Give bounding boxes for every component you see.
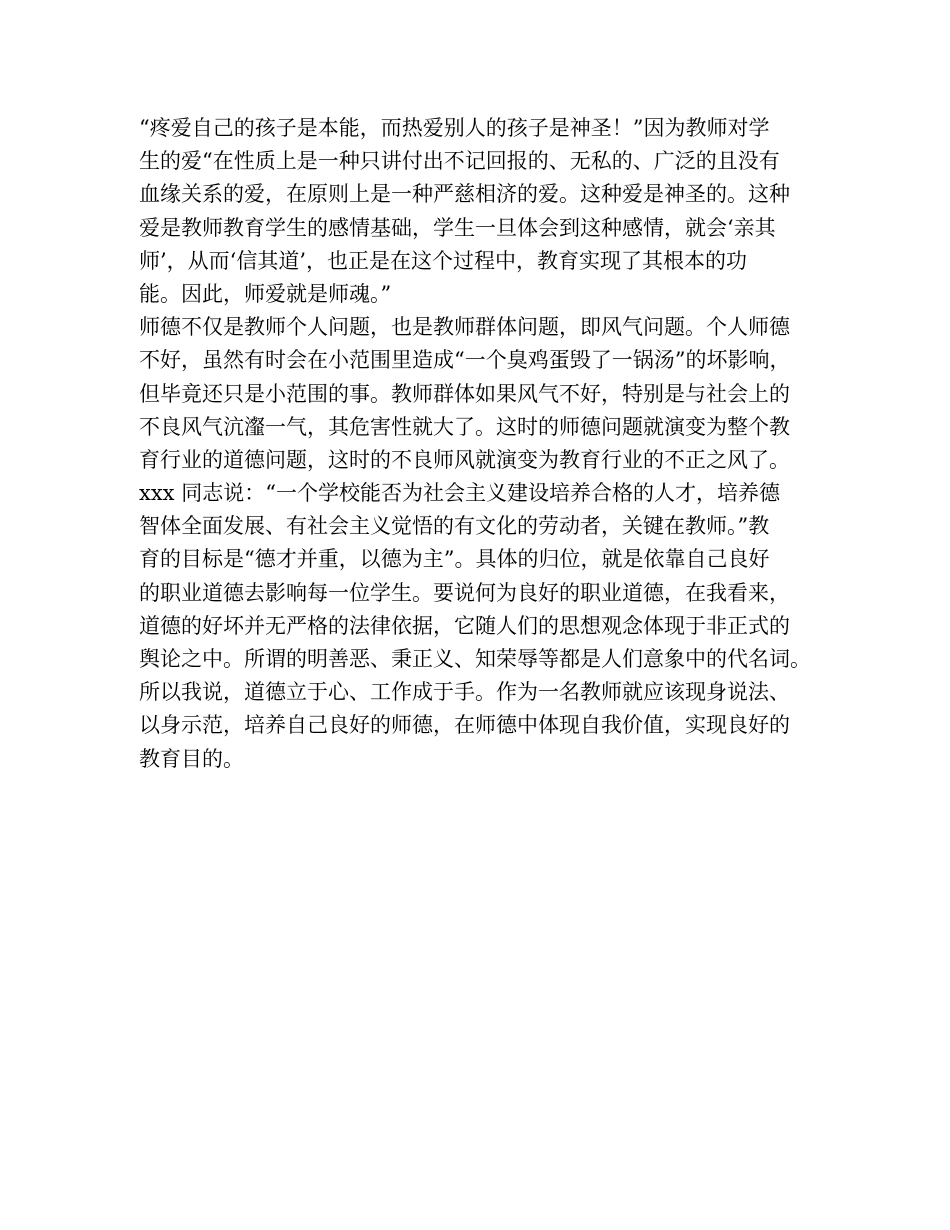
text-line: 能。因此，师爱就是师魂。”	[139, 281, 392, 306]
text-line: 血缘关系的爱，在原则上是一种严慈相济的爱。这种爱是神圣的。这种	[139, 182, 790, 207]
text-line: 生的爱“在性质上是一种只讲付出不记回报的、无私的、广泛的且没有	[139, 149, 780, 174]
text-line: 育行业的道德问题，这时的不良师风就演变为教育行业的不正之风了。	[139, 447, 790, 472]
text-line: 舆论之中。所谓的明善恶、秉正义、知荣辱等都是人们意象中的代名词。	[139, 647, 811, 671]
paragraph-education-goal	[139, 477, 839, 776]
text-line: 以身示范，培养自己良好的师德，在师德中体现自我价值，实现良好的	[139, 713, 790, 738]
text-line: 不好，虽然有时会在小范围里造成“一个臭鸡蛋毁了一锅汤”的坏影响，	[139, 348, 791, 373]
text-line: 不良风气沆瀣一气，其危害性就大了。这时的师德问题就演变为整个教	[139, 414, 790, 439]
text-line: 智体全面发展、有社会主义觉悟的有文化的劳动者，关键在教师。”教	[139, 514, 770, 539]
text-line: xxx 同志说：“一个学校能否为社会主义建设培养合格的人才，培养德	[139, 481, 780, 506]
text-line: 所以我说，道德立于心、工作成于手。作为一名教师就应该现身说法、	[139, 680, 790, 705]
text-line: 的职业道德去影响每一位学生。要说何为良好的职业道德，在我看来，	[139, 580, 790, 605]
text-line: “疼爱自己的孩子是本能，而热爱别人的孩子是神圣！”因为教师对学	[139, 116, 770, 140]
text-line: 道德的好坏并无严格的法律依据，它随人们的思想观念体现于非正式的	[139, 613, 790, 638]
paragraph-teacher-ethics-group	[139, 311, 839, 477]
document-body	[139, 112, 839, 776]
text-line: 但毕竟还只是小范围的事。教师群体如果风气不好，特别是与社会上的	[139, 381, 790, 406]
text-line: 育的目标是“德才并重，以德为主”。具体的归位，就是依靠自己良好	[139, 547, 770, 572]
text-line: 教育目的。	[139, 746, 244, 771]
text-line: 师德不仅是教师个人问题，也是教师群体问题，即风气问题。个人师德	[139, 315, 790, 340]
text-line: 爱是教师教育学生的感情基础，学生一旦体会到这种感情，就会‘亲其	[139, 215, 776, 240]
text-line: 师’，从而‘信其道’，也正是在这个过程中，教育实现了其根本的功	[139, 248, 748, 273]
paragraph-teacher-love	[139, 112, 839, 311]
